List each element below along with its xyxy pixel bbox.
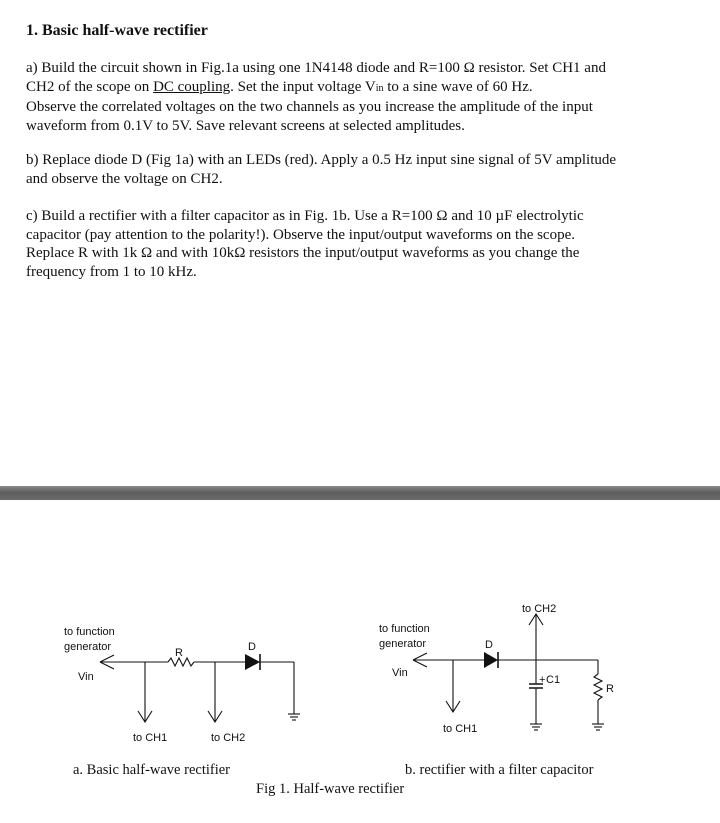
part-a-line-2-mid: . Set the input voltage V [230, 78, 376, 95]
fig-b-vin-label: Vin [392, 667, 408, 679]
part-b-line-2: and observe the voltage on CH2. [26, 170, 223, 187]
fig-b-capacitor-label: C1 [546, 674, 561, 686]
part-c-line-1: c) Build a rectifier with a filter capacitor as in Fig. 1b. Use a R=100 Ω and 10 µF electrolytic [26, 208, 584, 224]
part-a-line-4: waveform from 0.1V to 5V. Save relevant screens at selected amplitudes. [26, 117, 465, 134]
fig-b-resistor-label: R [606, 683, 614, 695]
fig-b-capacitor-plus: + [539, 674, 546, 686]
fig-b-ch1-label: to CH1 [443, 723, 478, 735]
fig-b-ch2-label: to CH2 [522, 603, 557, 615]
fig-b-generator-label-2: generator [379, 638, 427, 650]
part-b-line-1: b) Replace diode D (Fig 1a) with an LEDs (red). Apply a 0.5 Hz input sine signal of 5V amplitude [26, 152, 617, 168]
vin-subscript: in [375, 82, 384, 94]
part-c-line-3: Replace R with 1k Ω and with 10kΩ resistors the input/output waveforms as you change the [26, 245, 580, 261]
fig-a-ch1-label: to CH1 [133, 732, 168, 744]
fig-a-resistor-label: R [175, 647, 183, 659]
section-heading: 1. Basic half-wave rectifier [26, 22, 208, 39]
fig-a-generator-label-2: generator [64, 641, 112, 653]
part-a-line-1: a) Build the circuit shown in Fig.1a using one 1N4148 diode and R=100 Ω resistor. Set CH1 and [26, 60, 606, 76]
part-a-line-3: Observe the correlated voltages on the two channels as you increase the amplitude of the input [26, 99, 593, 115]
part-c-line-4: frequency from 1 to 10 kHz. [26, 263, 197, 280]
part-a-line-2-pre: CH2 of the scope on [26, 78, 154, 95]
figure-title: Fig 1. Half-wave rectifier [256, 781, 405, 797]
fig-a-diode-label: D [248, 641, 256, 653]
dc-coupling-link[interactable]: DC coupling [153, 78, 231, 95]
fig-a-diode-triangle [245, 654, 260, 670]
fig-b-diode-label: D [485, 639, 493, 651]
part-c-line-2: capacitor (pay attention to the polarity!). Observe the input/output waveforms on the scope. [26, 226, 576, 243]
fig-a-vin-label: Vin [78, 671, 94, 683]
fig-a-caption: a. Basic half-wave rectifier [73, 762, 230, 778]
fig-b-diode-triangle [484, 652, 498, 668]
fig-a-resistor-symbol [168, 658, 194, 666]
fig-a-generator-label-1: to function [64, 626, 115, 638]
fig-b-resistor-symbol [594, 674, 602, 700]
fig-b-generator-label-1: to function [379, 623, 430, 635]
fig-b-caption: b. rectifier with a filter capacitor [405, 762, 594, 778]
part-a-line-2-post: to a sine wave of 60 Hz. [383, 78, 533, 95]
fig-a-ch2-label: to CH2 [211, 732, 246, 744]
